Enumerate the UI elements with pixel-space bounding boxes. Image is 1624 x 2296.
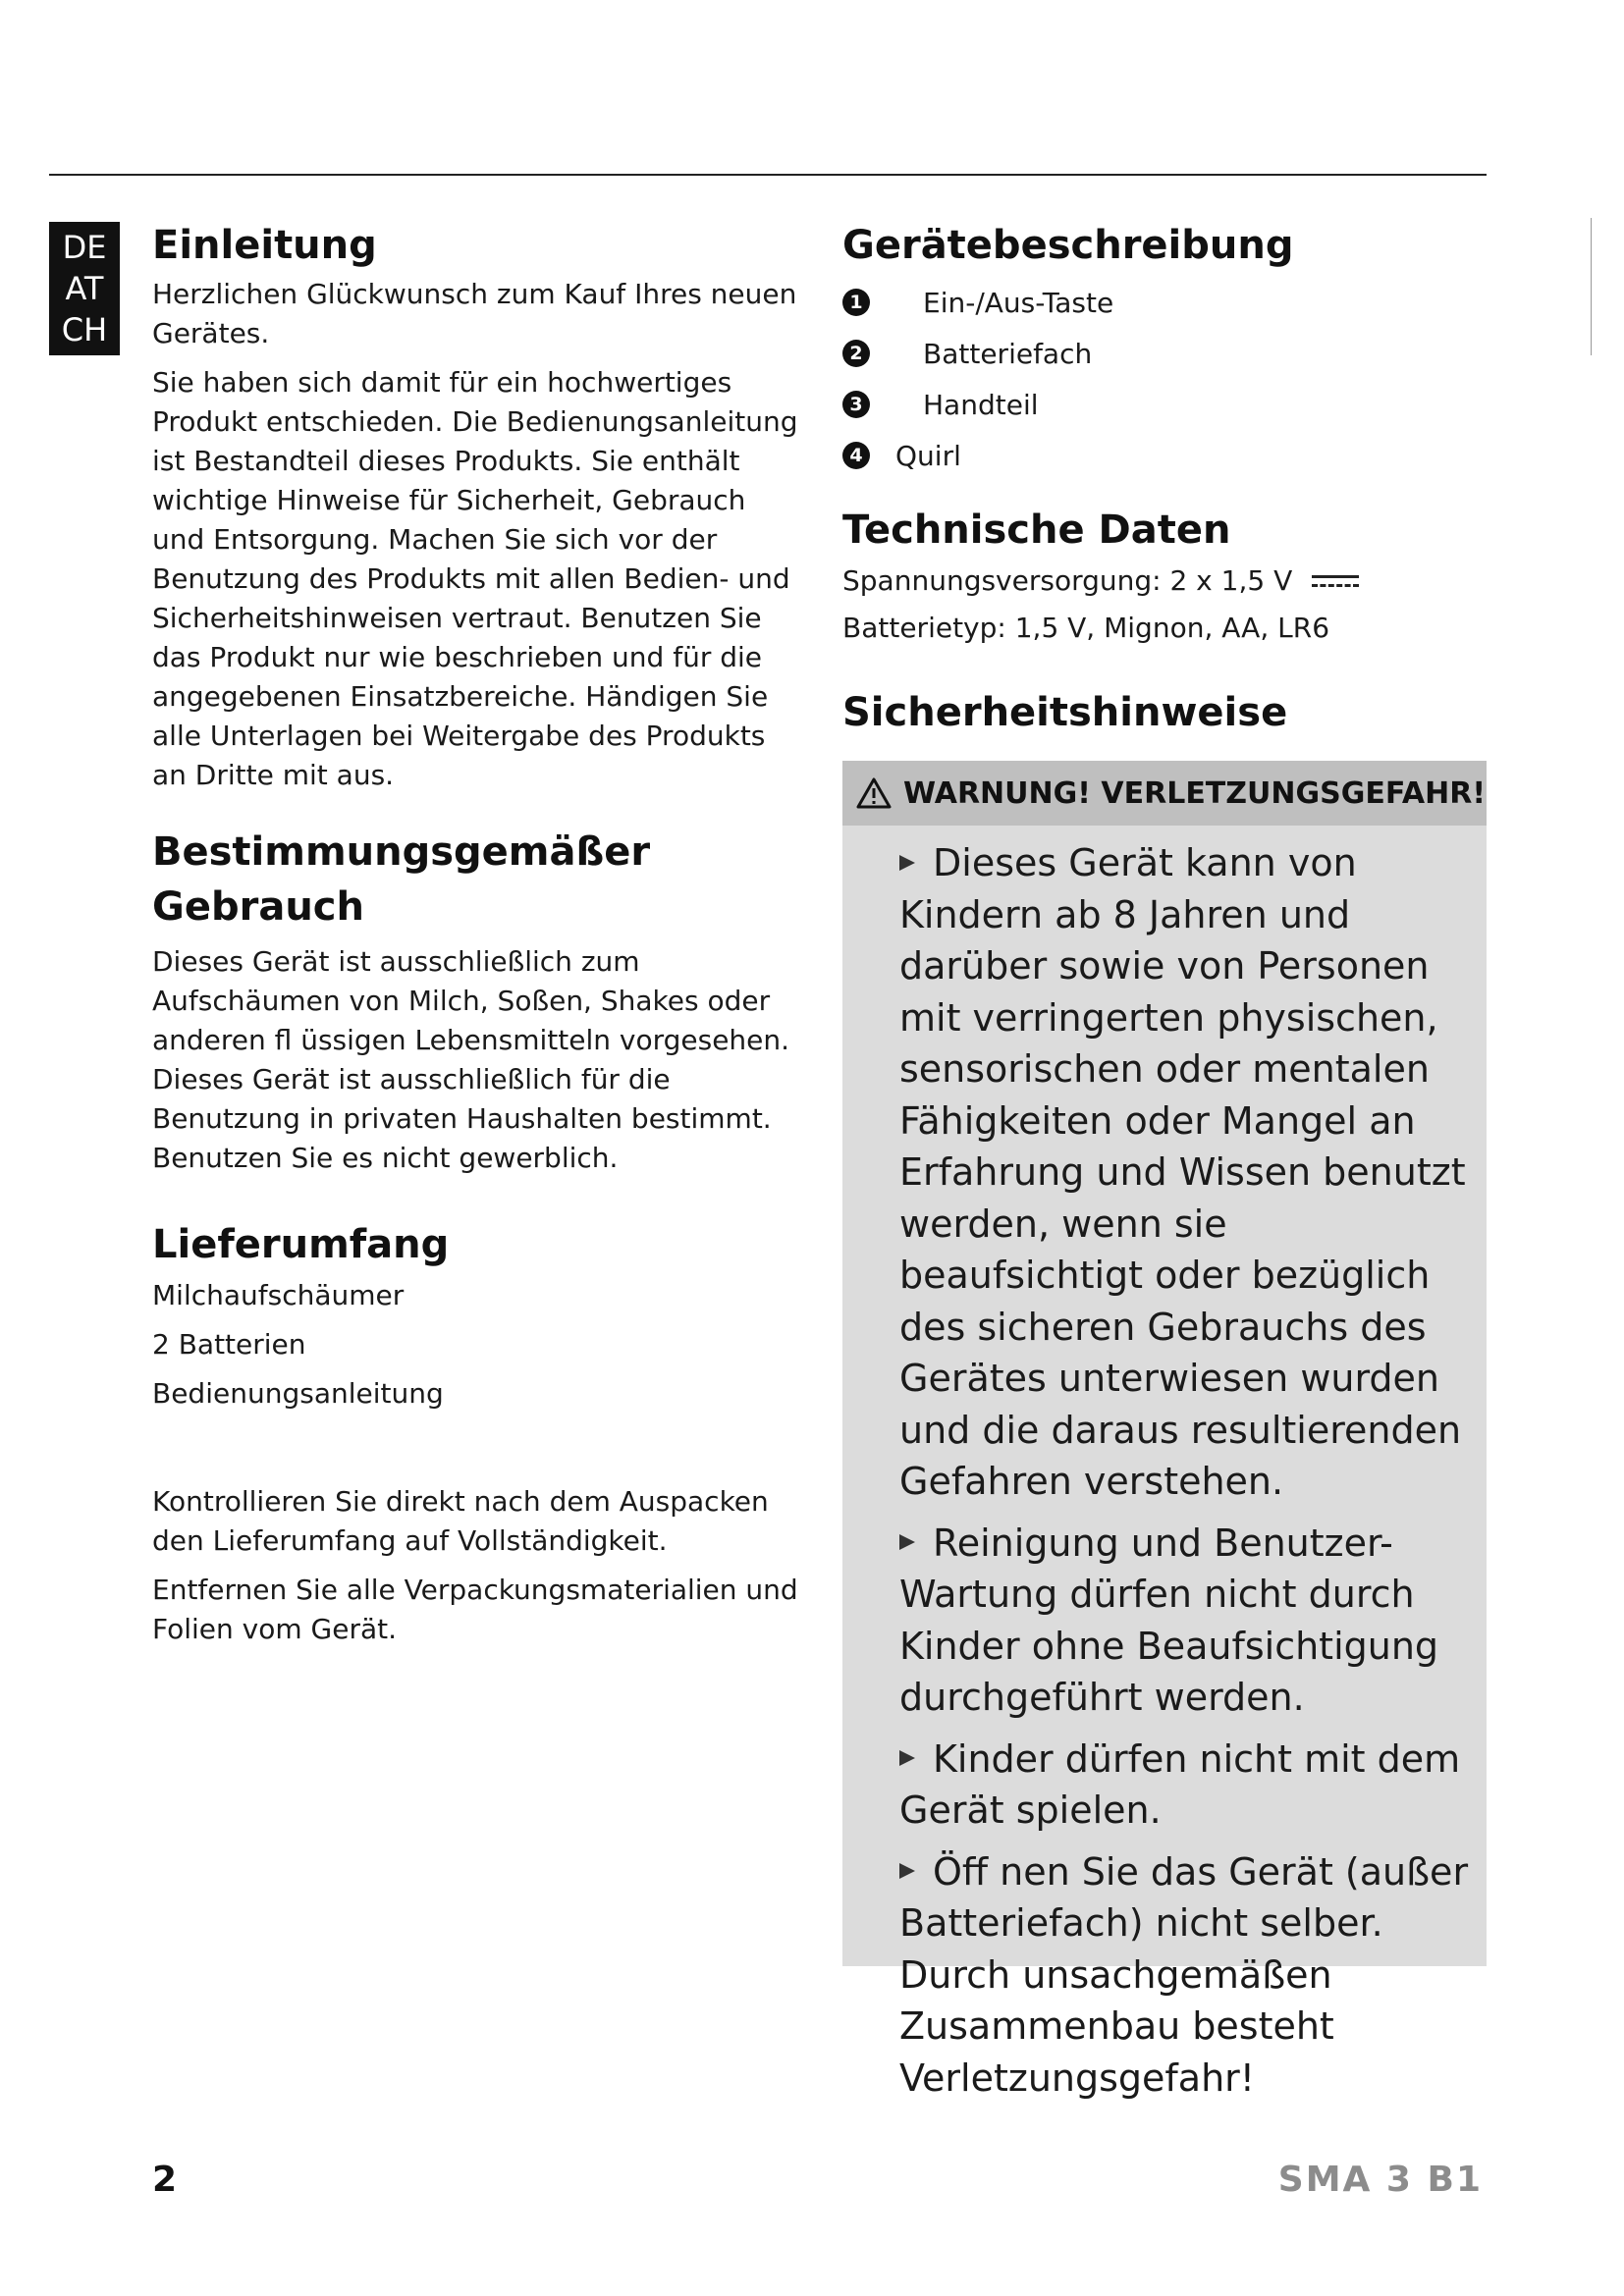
intended-use-heading-line1: Bestimmungsgemäßer [152, 829, 651, 875]
number-badge: 1 [842, 289, 870, 316]
margin-mark [1591, 218, 1592, 355]
arrow-icon [899, 1863, 915, 1879]
scope-note-1: Kontrollieren Sie direkt nach dem Auspacken den Lieferumfang auf Vollständigkeit. [152, 1485, 769, 1557]
warning-box [842, 761, 1487, 2100]
intended-use-heading [152, 825, 800, 934]
part-item [842, 430, 1489, 481]
scope-item: Bedienungsanleitung [152, 1377, 444, 1410]
tech-supply-row [842, 558, 1489, 605]
part-label: Batteriefach [923, 337, 1093, 370]
part-label: Quirl [895, 439, 961, 472]
scope-item: 2 Batterien [152, 1328, 306, 1361]
lang-at: AT [65, 270, 104, 307]
warning-text: Kinder dürfen nicht mit dem Gerät spielen. [899, 1736, 1461, 1832]
tech-supply: Spannungsversorgung: 2 x 1,5 V [842, 564, 1293, 597]
warning-text: Öff nen Sie das Gerät (außer Batteriefach) nicht selber. Durch unsachgemäßen Zusammenbau besteht Verletzungsgefahr! [899, 1849, 1469, 2100]
part-label: Ein-/Aus-Taste [923, 286, 1114, 319]
warning-title: WARNUNG! VERLETZUNGSGEFAHR! [903, 775, 1486, 811]
part-item [842, 277, 1489, 328]
safety-heading: Sicherheitshinweise [842, 690, 1288, 735]
warning-triangle-icon [856, 777, 892, 809]
arrow-icon [899, 1750, 915, 1766]
model-name: SMA 3 B1 [1277, 2160, 1483, 2200]
intro-paragraph-2: Sie haben sich damit für ein hochwertiges Produkt entschieden. Die Bedienungsanleitung ist Bestandteil dieses Produkts. Sie enthält wichtige Hinweise für Sicherheit, Gebrauch und Entsorgung. Machen Sie sich vor der Benutzung des Produkts mit allen Bedien- und Sicherheitshinweisen vertraut. Benutzen Sie das Produkt nur wie beschrieben und für die angegebenen Einsatzbereiche. Händigen Sie alle Unterlagen bei Weitergabe des Produkts an Dritte mit aus. [152, 366, 798, 791]
left-column [152, 218, 800, 1649]
arrow-icon [899, 1534, 915, 1550]
number-badge: 4 [842, 442, 870, 469]
tech-heading: Technische Daten [842, 507, 1231, 553]
warning-item [899, 1846, 1471, 2105]
intended-use-paragraph: Dieses Gerät ist ausschließlich zum Aufschäumen von Milch, Soßen, Shakes oder anderen fl üssigen Lebensmitteln vorgesehen. Dieses Gerät ist ausschließlich für die Benutzung in privaten Haushalten bestimmt. Benutzen Sie es nicht gewerblich. [152, 945, 790, 1174]
intended-use-heading-line2: Gebrauch [152, 884, 364, 930]
part-list [842, 277, 1489, 481]
page-number: 2 [152, 2160, 178, 2200]
number-badge: 3 [842, 391, 870, 418]
lang-de: DE [62, 229, 107, 266]
right-column [842, 218, 1489, 740]
warning-text: Reinigung und Benutzer-Wartung dürfen nicht durch Kinder ohne Beaufsichtigung durchgeführt werden. [899, 1521, 1439, 1719]
lang-ch: CH [61, 311, 108, 348]
tech-battery: Batterietyp: 1,5 V, Mignon, AA, LR6 [842, 612, 1330, 644]
part-label: Handteil [923, 388, 1039, 421]
warning-text: Dieses Gerät kann von Kindern ab 8 Jahren und darüber sowie von Personen mit verringerten physischen, sensorischen oder mentalen Fähigkeiten oder Mangel an Erfahrung und Wissen benutzt werden, wenn sie beaufsichtigt oder bezüglich des sicheren Gebrauchs des Gerätes unterwiesen wurden und die daraus resultierenden Gefahren verstehen. [899, 841, 1466, 1503]
warning-list [842, 826, 1487, 2104]
direct-current-icon [1312, 573, 1359, 589]
part-item [842, 379, 1489, 430]
part-item [842, 328, 1489, 379]
tech-battery-row [842, 605, 1489, 652]
warning-item [899, 1518, 1471, 1724]
arrow-icon [899, 855, 915, 871]
description-heading: Gerätebeschreibung [842, 223, 1294, 268]
number-badge: 2 [842, 340, 870, 367]
warning-item [899, 837, 1471, 1508]
scope-heading: Lieferumfang [152, 1222, 450, 1267]
scope-item: Milchaufschäumer [152, 1279, 405, 1311]
header-rule [49, 174, 1487, 176]
warning-header [842, 761, 1487, 826]
warning-item [899, 1734, 1471, 1837]
scope-note-2: Entfernen Sie alle Verpackungsmaterialien und Folien vom Gerät. [152, 1574, 798, 1645]
intro-paragraph-1: Herzlichen Glückwunsch zum Kauf Ihres neuen Gerätes. [152, 278, 797, 349]
language-tab [49, 222, 120, 355]
intro-heading: Einleitung [152, 223, 377, 268]
